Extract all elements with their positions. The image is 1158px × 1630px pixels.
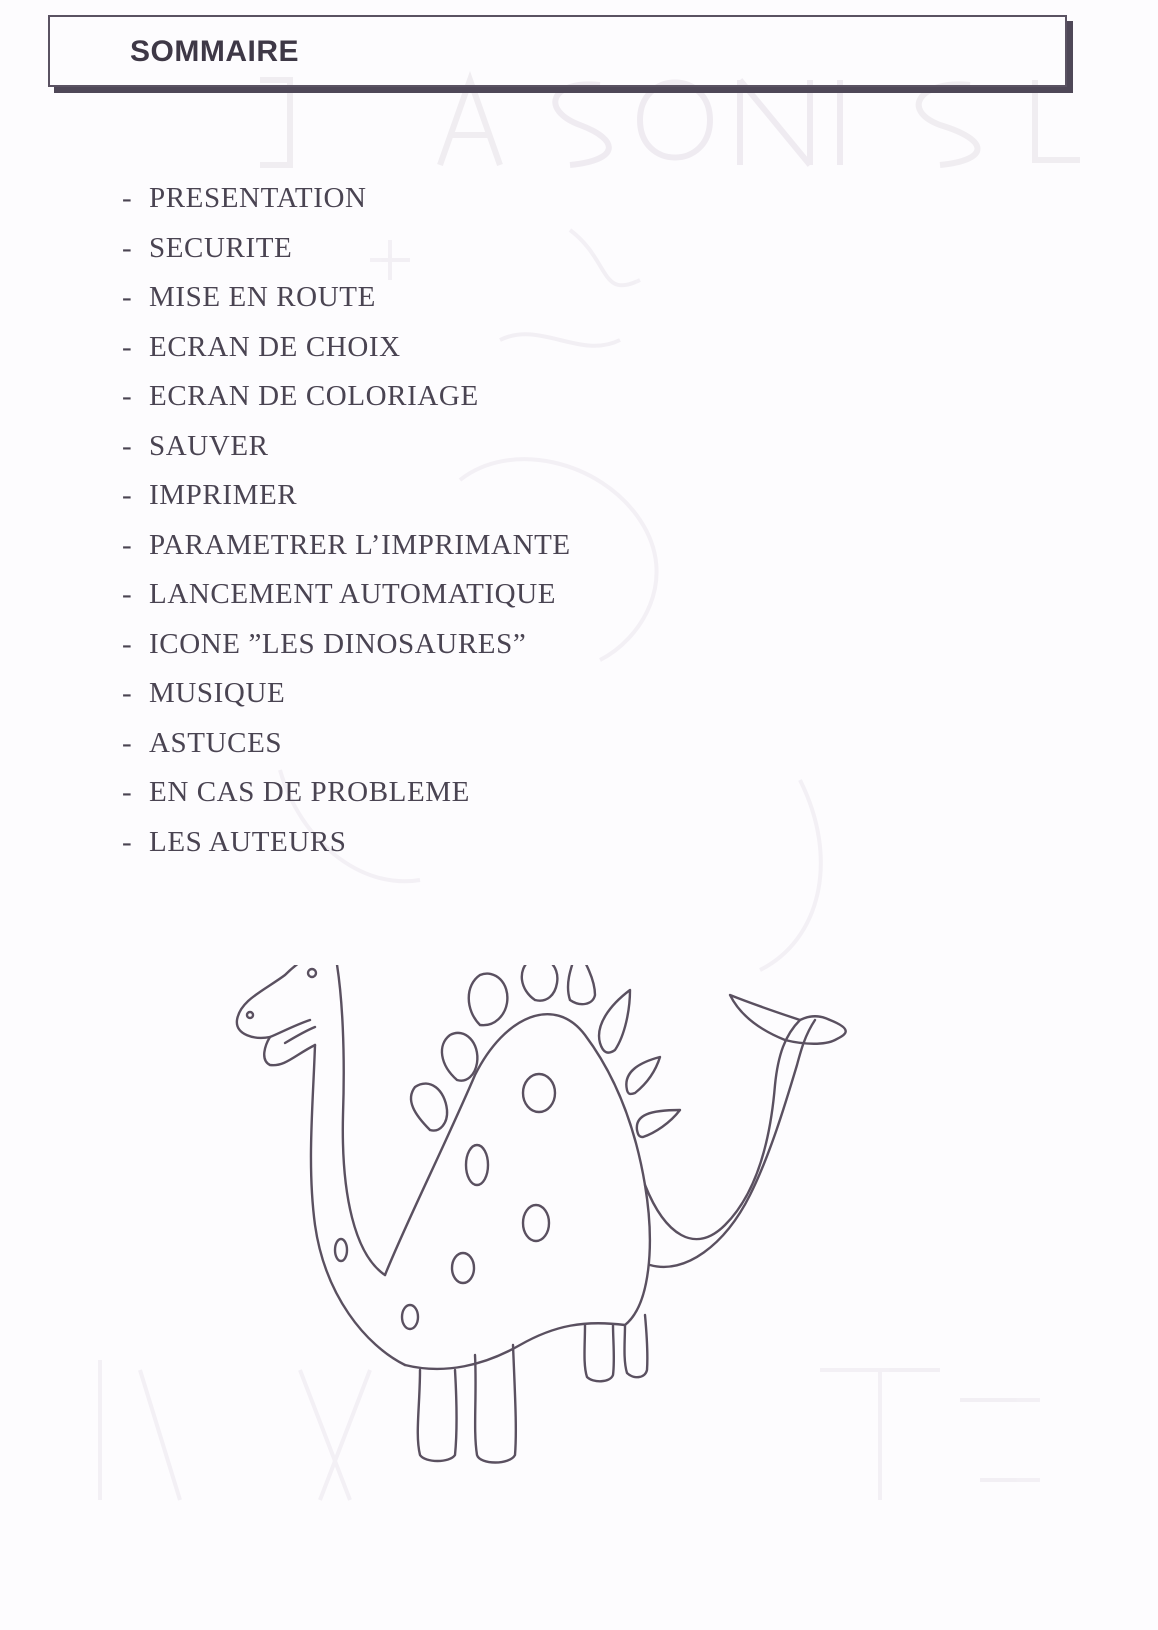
toc-bullet: -: [122, 776, 133, 808]
toc-item: [122, 331, 571, 381]
page-title: SOMMAIRE: [130, 35, 299, 68]
toc-item-label: MISE EN ROUTE: [149, 281, 376, 313]
toc-item-label: EN CAS DE PROBLEME: [149, 776, 470, 808]
toc-item-label: LES AUTEURS: [149, 825, 347, 858]
toc-bullet: -: [122, 825, 133, 858]
toc-item-label: IMPRIMER: [149, 479, 298, 511]
toc-item: [122, 380, 571, 430]
dinosaur-icon: [225, 965, 875, 1510]
toc-bullet: -: [122, 479, 133, 511]
toc-bullet: -: [122, 627, 133, 660]
toc-item: [122, 677, 571, 727]
toc-item: [122, 529, 571, 579]
table-of-contents: [122, 182, 571, 875]
toc-item-label: PARAMETRER L’IMPRIMANTE: [149, 528, 571, 561]
toc-bullet: -: [122, 677, 133, 709]
toc-item-label: MUSIQUE: [149, 677, 286, 709]
toc-item: [122, 776, 571, 826]
toc-bullet: -: [122, 726, 133, 759]
toc-bullet: -: [122, 429, 133, 462]
toc-item-label: ECRAN DE CHOIX: [149, 330, 401, 363]
toc-item: [122, 578, 571, 628]
toc-item-label: SECURITE: [149, 231, 293, 264]
toc-item-label: ASTUCES: [149, 726, 283, 759]
toc-item: [122, 826, 571, 876]
toc-bullet: -: [122, 380, 133, 412]
toc-bullet: -: [122, 578, 133, 610]
toc-item: [122, 182, 571, 232]
toc-bullet: -: [122, 330, 133, 363]
toc-item: [122, 628, 571, 678]
toc-item-label: LANCEMENT AUTOMATIQUE: [149, 578, 557, 610]
toc-item: [122, 727, 571, 777]
toc-item: [122, 479, 571, 529]
sommaire-header-box: [48, 15, 1067, 87]
toc-item: [122, 232, 571, 282]
toc-item-label: ECRAN DE COLORIAGE: [149, 380, 479, 412]
toc-item-label: PRESENTATION: [149, 182, 367, 214]
toc-item-label: ICONE ”LES DINOSAURES”: [149, 627, 527, 660]
toc-bullet: -: [122, 528, 133, 561]
toc-bullet: -: [122, 231, 133, 264]
toc-bullet: -: [122, 182, 133, 214]
toc-bullet: -: [122, 281, 133, 313]
toc-item-label: SAUVER: [149, 429, 269, 462]
toc-item: [122, 281, 571, 331]
toc-item: [122, 430, 571, 480]
